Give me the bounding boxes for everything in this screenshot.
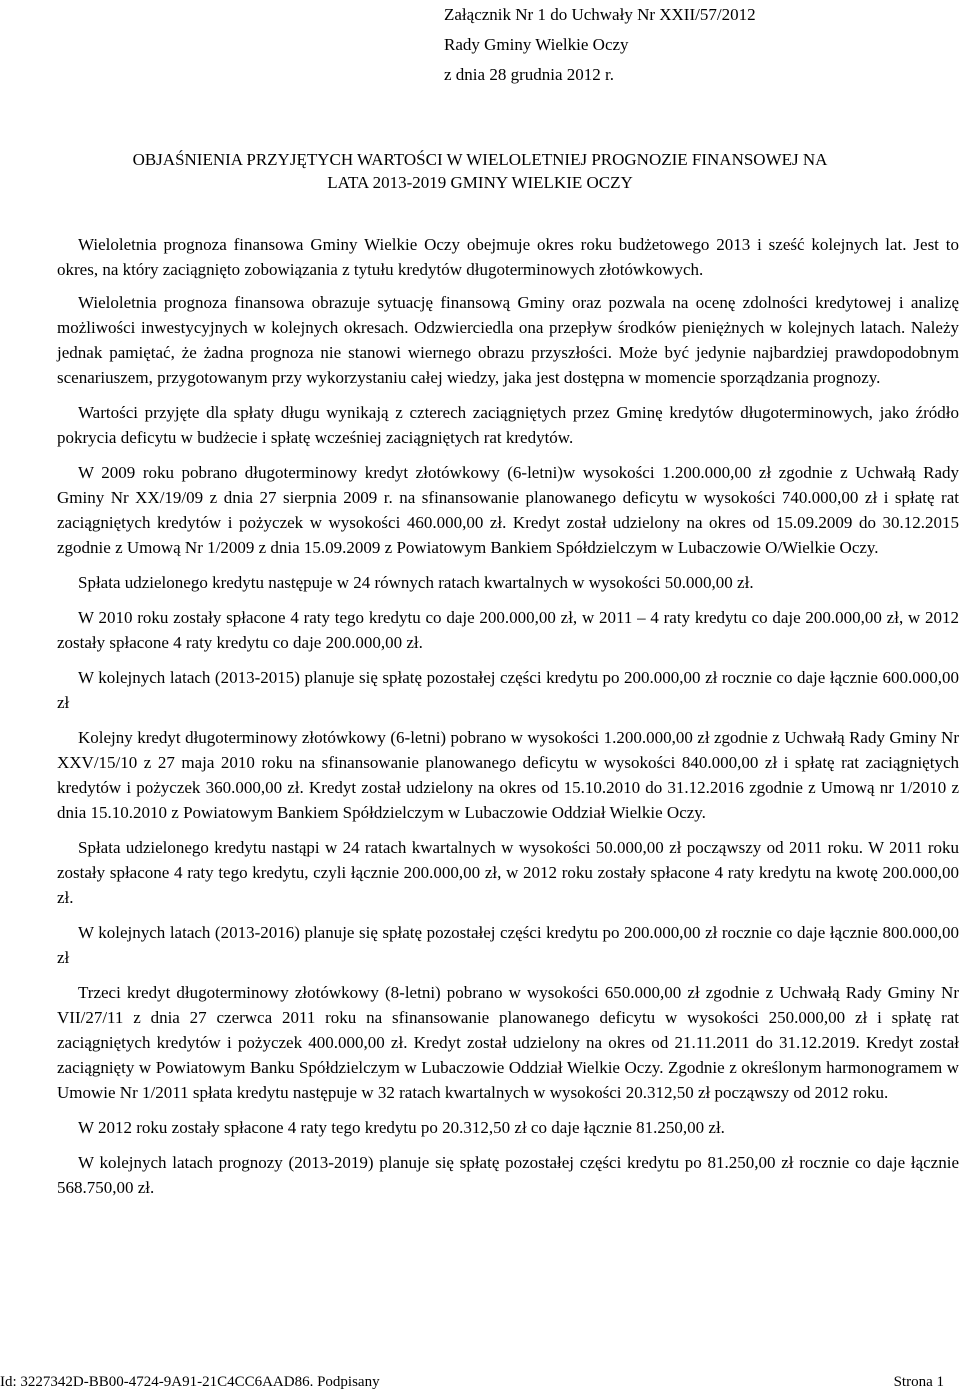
- paragraph: Wieloletnia prognoza finansowa obrazuje sytuację finansową Gminy oraz pozwala na ocenę zdolności kredytowej i analizę możliwości inwestycyjnych w kolejnych okresach. Odzwierciedla ona przepływ środków pieniężnych w kolejnych latach. Należy jednak pamiętać, że żadna prognoza nie stanowi wiernego obrazu przyszłości. Może być jedynie najbardziej prawdopodobnym scenariuszem, przygotowanym przy wykorzystaniu całej wiedzy, jaka jest dostępna w momencie sporządzania prognozy.: [57, 293, 959, 387]
- page-number: Strona 1: [893, 1374, 944, 1390]
- paragraph: Wartości przyjęte dla spłaty długu wynikają z czterech zaciągniętych przez Gminę kredytów długoterminowych, jako źródło pokrycia deficytu w budżecie i spłatę wcześniej zaciągniętych rat kredytów.: [57, 403, 959, 447]
- paragraph: Kolejny kredyt długoterminowy złotówkowy (6-letni) pobrano w wysokości 1.200.000,00 zł zgodnie z Uchwałą Rady Gminy Nr XXV/15/10 z 27 maja 2010 roku na sfinansowanie planowanego deficytu w wysokości 840.000,00 zł i spłatę rat zaciągniętych kredytów i pożyczek 360.000,00 zł. Kredyt został udzielony na okres od 15.10.2010 do 31.12.2016 zgodnie z Umową nr 1/2010 z dnia 15.10.2010 z Powiatowym Bankiem Spółdzielczym w Lubaczowie Oddział Wielkie Oczy.: [57, 728, 959, 822]
- document-id: Id: 3227342D-BB00-4724-9A91-21C4CC6AAD86. Podpisany: [0, 1374, 380, 1390]
- header-line-date: z dnia 28 grudnia 2012 r.: [444, 65, 614, 84]
- paragraph: Spłata udzielonego kredytu nastąpi w 24 ratach kwartalnych w wysokości 50.000,00 zł począwszy od 2011 roku. W 2011 roku zostały spłacone 4 raty tego kredytu, czyli łącznie 200.000,00 zł, w 2012 roku zostały spłacone 4 raty kredytu na kwotę 200.000,00 zł.: [57, 838, 959, 907]
- paragraph: W 2012 roku zostały spłacone 4 raty tego kredytu po 20.312,50 zł co daje łącznie 81.250,00 zł.: [78, 1118, 725, 1137]
- title-line-1: OBJAŚNIENIA PRZYJĘTYCH WARTOŚCI W WIELOLETNIEJ PROGNOZIE FINANSOWEJ NA: [132, 150, 828, 169]
- paragraph: W kolejnych latach (2013-2015) planuje się spłatę pozostałej części kredytu po 200.000,00 zł rocznie co daje łącznie 600.000,00 zł: [57, 668, 959, 712]
- header-line-resolution: Załącznik Nr 1 do Uchwały Nr XXII/57/2012: [444, 5, 756, 24]
- paragraph: Wieloletnia prognoza finansowa Gminy Wielkie Oczy obejmuje okres roku budżetowego 2013 i sześć kolejnych lat. Jest to okres, na który zaciągnięto zobowiązania z tytułu kredytów długoterminowych złotówkowych.: [57, 235, 959, 279]
- document-body: [57, 232, 959, 1210]
- header-line-council: Rady Gminy Wielkie Oczy: [444, 35, 629, 54]
- paragraph: Trzeci kredyt długoterminowy złotówkowy (8-letni) pobrano w wysokości 650.000,00 zł zgodnie z Uchwałą Rady Gminy Nr VII/27/11 z dnia 27 czerwca 2011 roku na sfinansowanie planowanego deficytu w wysokości 250.000,00 zł i spłatę rat zaciągniętych kredytów i pożyczek 400.000,00 zł. Kredyt został udzielony na okres od 21.11.2011 do 31.12.2019. Kredyt został zaciągnięty w Powiatowym Banku Spółdzielczym w Lubaczowie Oddział Wielkie Oczy. Zgodnie z określonym harmonogramem w Umowie Nr 1/2011 spłata kredytu następuje w 32 ratach kwartalnych w wysokości 20.312,50 zł począwszy od 2012 roku.: [57, 983, 959, 1102]
- title-line-2: LATA 2013-2019 GMINY WIELKIE OCZY: [327, 173, 633, 192]
- paragraph: W 2009 roku pobrano długoterminowy kredyt złotówkowy (6-letni)w wysokości 1.200.000,00 zł zgodnie z Uchwałą Rady Gminy Nr XX/19/09 z dnia 27 sierpnia 2009 r. na sfinansowanie planowanego deficytu w wysokości 740.000,00 zł i spłatę rat zaciągniętych kredytów i pożyczek w wysokości 460.000,00 zł. Kredyt został udzielony na okres od 15.09.2009 do 30.12.2015 zgodnie z Umową Nr 1/2009 z dnia 15.09.2009 z Powiatowym Bankiem Spółdzielczym w Lubaczowie O/Wielkie Oczy.: [57, 463, 959, 557]
- paragraph: W kolejnych latach prognozy (2013-2019) planuje się spłatę pozostałej części kredytu po 81.250,00 zł rocznie co daje łącznie 568.750,00 zł.: [57, 1153, 959, 1197]
- attachment-header: [444, 0, 756, 90]
- paragraph: W kolejnych latach (2013-2016) planuje się spłatę pozostałej części kredytu po 200.000,00 zł rocznie co daje łącznie 800.000,00 zł: [57, 923, 959, 967]
- paragraph: Spłata udzielonego kredytu następuje w 24 równych ratach kwartalnych w wysokości 50.000,00 zł.: [78, 573, 754, 592]
- paragraph: W 2010 roku zostały spłacone 4 raty tego kredytu co daje 200.000,00 zł, w 2011 – 4 raty kredytu co daje 200.000,00 zł, w 2012 zostały spłacone 4 raty kredytu co daje 200.000,00 zł.: [57, 608, 959, 652]
- document-title: [40, 148, 920, 194]
